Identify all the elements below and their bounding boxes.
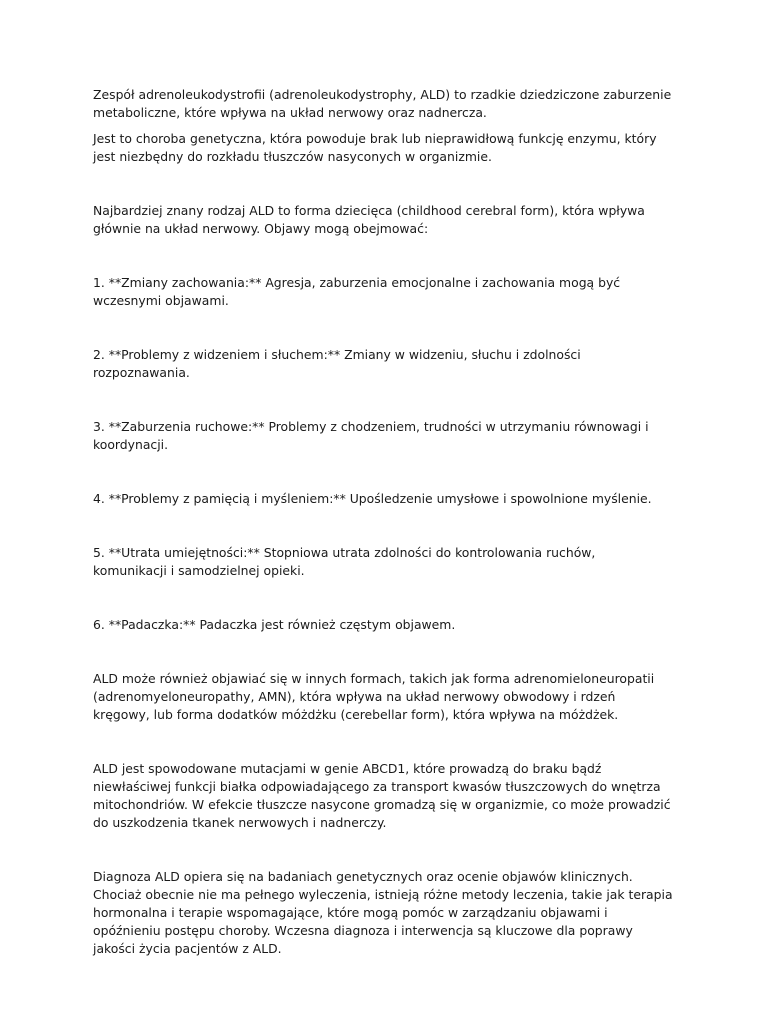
paragraph-intro: Zespół adrenoleukodystrofii (adrenoleukodystrophy, ALD) to rzadkie dziedziczone zaburzenie metaboliczne, które wpływa na układ nerwowy oraz nadnercza. xyxy=(93,87,672,120)
document-body xyxy=(93,86,673,958)
list-item-symptom-5: 5. **Utrata umiejętności:** Stopniowa utrata zdolności do kontrolowania ruchów, komunikacji i samodzielnej opieki. xyxy=(93,545,596,578)
paragraph-childhood-form: Najbardziej znany rodzaj ALD to forma dziecięca (childhood cerebral form), która wpływa głównie na układ nerwowy. Objawy mogą obejmować: xyxy=(93,203,645,236)
list-item-symptom-3: 3. **Zaburzenia ruchowe:** Problemy z chodzeniem, trudności w utrzymaniu równowagi i koordynacji. xyxy=(93,419,649,452)
paragraph-genetic-cause: Jest to choroba genetyczna, która powoduje brak lub nieprawidłową funkcję enzymu, który jest niezbędny do rozkładu tłuszczów nasyconych w organizmie. xyxy=(93,131,657,164)
list-item-symptom-6: 6. **Padaczka:** Padaczka jest również częstym objawem. xyxy=(93,617,456,632)
list-item-symptom-4: 4. **Problemy z pamięcią i myśleniem:** Upośledzenie umysłowe i spowolnione myślenie. xyxy=(93,491,652,506)
list-item-symptom-2: 2. **Problemy z widzeniem i słuchem:** Zmiany w widzeniu, słuchu i zdolności rozpoznawania. xyxy=(93,347,581,380)
paragraph-diagnosis: Diagnoza ALD opiera się na badaniach genetycznych oraz ocenie objawów klinicznych. Chociaż obecnie nie ma pełnego wyleczenia, istnieją różne metody leczenia, takie jak terapia hormonalna i terapie wspomagające, które mogą pomóc w zarządzaniu objawami i opóźnieniu postępu choroby. Wczesna diagnoza i interwencja są kluczowe dla poprawy jakości życia pacjentów z ALD. xyxy=(93,869,673,956)
paragraph-mutation: ALD jest spowodowane mutacjami w genie ABCD1, które prowadzą do braku bądź niewłaściwej funkcji białka odpowiadającego za transport kwasów tłuszczowych do wnętrza mitochondriów. W efekcie tłuszcze nasycone gromadzą się w organizmie, co może prowadzić do uszkodzenia tkanek nerwowych i nadnerczy. xyxy=(93,761,671,830)
paragraph-other-forms: ALD może również objawiać się w innych formach, takich jak forma adrenomieloneuropatii (adrenomyeloneuropathy, AMN), która wpływa na układ nerwowy obwodowy i rdzeń kręgowy, lub forma dodatków móżdżku (cerebellar form), która wpływa na móżdżek. xyxy=(93,671,655,722)
list-item-symptom-1: 1. **Zmiany zachowania:** Agresja, zaburzenia emocjonalne i zachowania mogą być wczesnymi objawami. xyxy=(93,275,621,308)
